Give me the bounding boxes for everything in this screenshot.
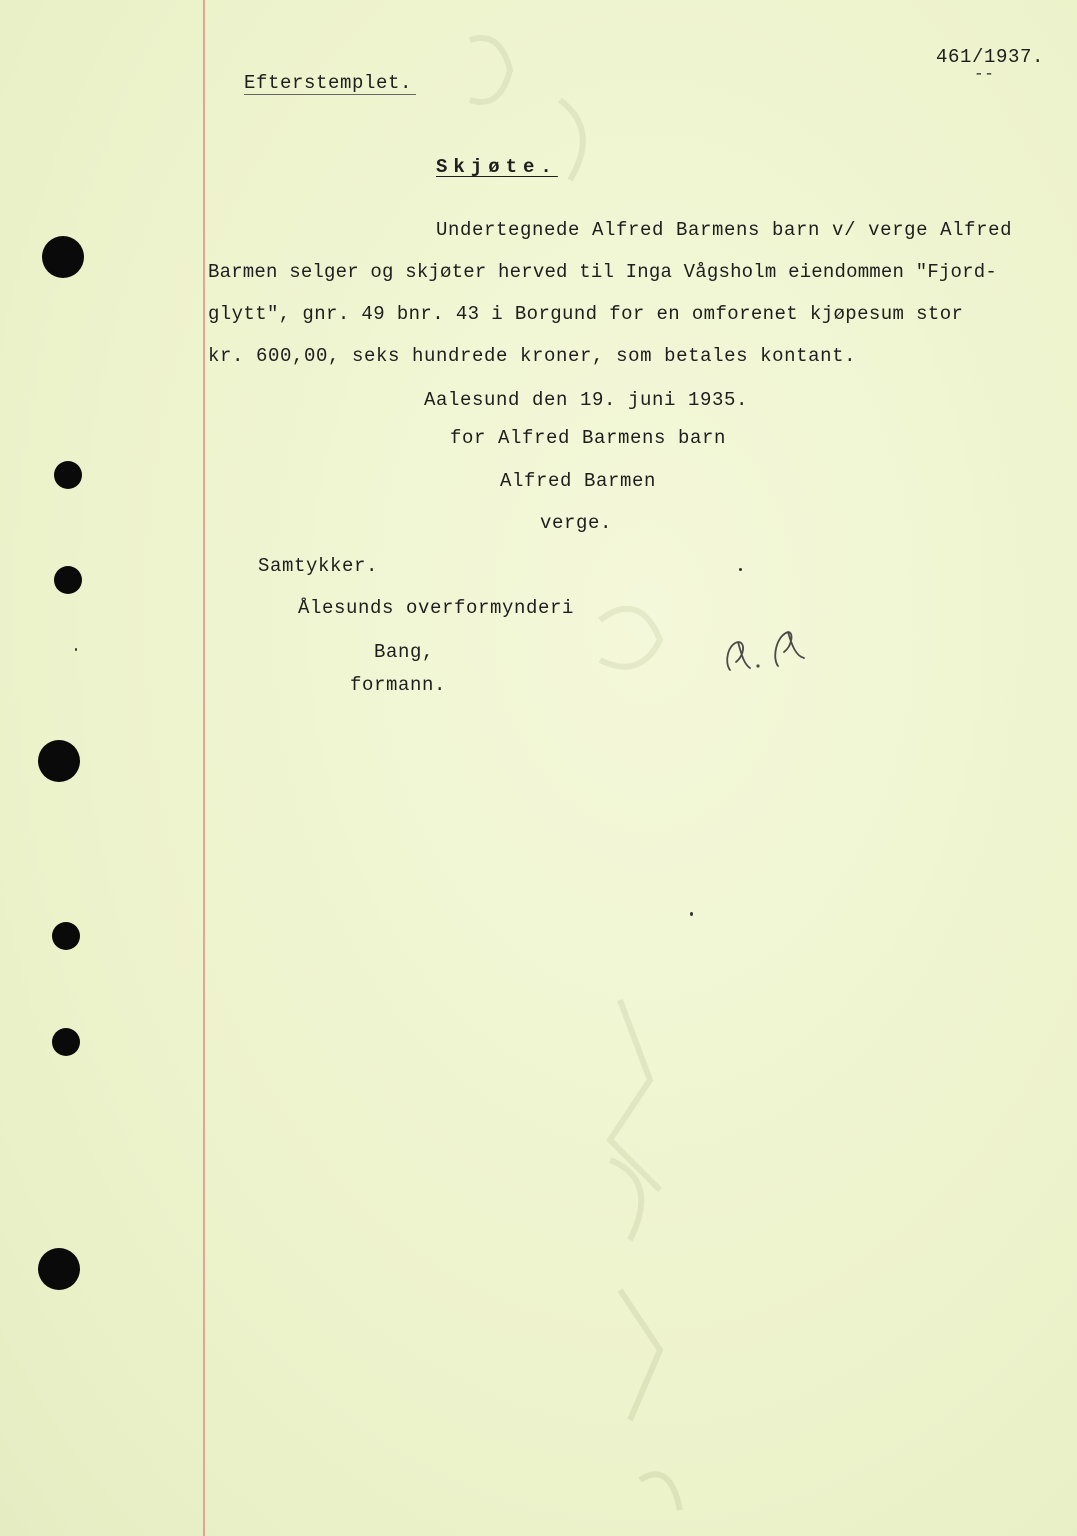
punch-hole bbox=[42, 236, 84, 278]
place-and-date: Aalesund den 19. juni 1935. bbox=[424, 389, 749, 411]
body-line-3: glytt", gnr. 49 bnr. 43 i Borgund for en omforenet kjøpesum stor bbox=[208, 303, 964, 325]
handwritten-initials bbox=[720, 622, 830, 682]
punch-hole bbox=[54, 566, 82, 594]
consent-authority: Ålesunds overformynderi bbox=[298, 597, 575, 619]
punch-hole bbox=[38, 740, 80, 782]
punch-hole bbox=[38, 1248, 80, 1290]
consent-label: Samtykker. bbox=[258, 555, 379, 577]
ink-speck bbox=[690, 912, 693, 916]
reference-marks: -- bbox=[974, 65, 995, 83]
signatory-name: Alfred Barmen bbox=[500, 470, 657, 492]
consent-signer: Bang, bbox=[374, 641, 435, 663]
body-line-4: kr. 600,00, seks hundrede kroner, som betales kontant. bbox=[208, 345, 857, 367]
document-title: Skjøte. bbox=[436, 156, 558, 178]
reference-number: 461/1937. bbox=[936, 46, 1045, 68]
body-line-1: Undertegnede Alfred Barmens barn v/ verge Alfred bbox=[436, 219, 1013, 241]
signatory-role: verge. bbox=[540, 512, 613, 534]
body-line-2: Barmen selger og skjøter herved til Inga Vågsholm eiendommen "Fjord- bbox=[208, 261, 997, 283]
ink-speck bbox=[739, 568, 742, 571]
punch-hole bbox=[54, 461, 82, 489]
ink-speck bbox=[75, 648, 77, 651]
header-label: Efterstemplet. bbox=[244, 72, 413, 94]
on-behalf-of: for Alfred Barmens barn bbox=[450, 427, 727, 449]
red-margin-line bbox=[203, 0, 205, 1536]
header-label-underline bbox=[244, 94, 416, 95]
punch-hole bbox=[52, 1028, 80, 1056]
punch-hole bbox=[52, 922, 80, 950]
consent-signer-role: formann. bbox=[350, 674, 447, 696]
